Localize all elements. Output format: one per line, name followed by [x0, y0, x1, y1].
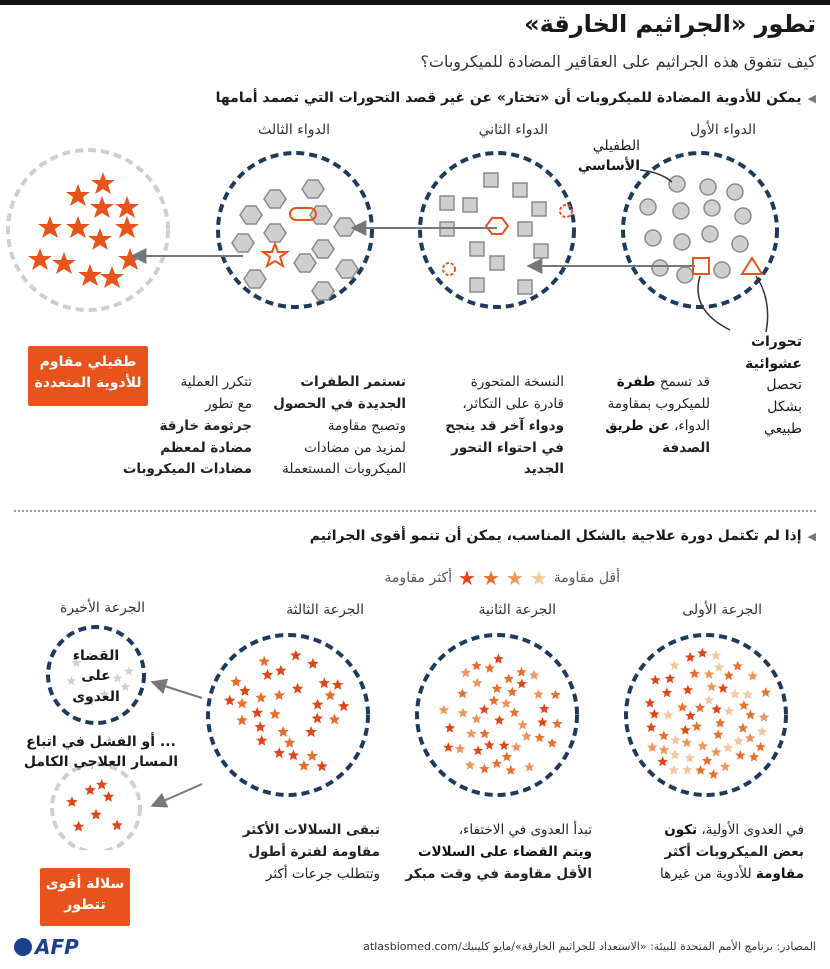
dose1-text: في العدوى الأولية، تكون بعض الميكروبات أكثر مقاومة للأدوية من غيرها — [660, 822, 804, 882]
star-mark — [724, 670, 734, 680]
last-dose-label: الجرعة الأخيرة — [60, 600, 146, 616]
star-mark — [307, 658, 318, 669]
star-mark — [706, 682, 717, 692]
star-mark — [509, 707, 519, 717]
star-mark — [682, 737, 692, 747]
mutant-triangle-shape — [742, 258, 762, 274]
step3-text: تستمر الطفرات الجديدة في الحصول وتصبح مقاومة لمزيد من مضادات الميكروبات المستعملة — [273, 374, 406, 478]
star-mark — [443, 742, 454, 752]
star-mark — [757, 726, 768, 736]
star-mark — [730, 689, 740, 699]
step4-text: تتكرر العملية مع تطور جرثومة خارقة مضادة لمعظم مضادات الميكروبات — [122, 374, 252, 478]
star-mark — [66, 796, 77, 807]
star-mark — [461, 667, 472, 677]
star-mark — [723, 742, 734, 752]
star-mark — [466, 728, 476, 738]
dose3-text: تبقى السلالات الأكثر مقاومة لفترة أطول وتتطلب جرعات أكثر — [242, 822, 380, 882]
treatment-failure-label: ... أو الفشل في اتباع المسار العلاجي الكامل — [23, 734, 179, 771]
star-mark — [708, 769, 719, 779]
star-mark — [312, 713, 323, 724]
star-mark — [255, 721, 266, 732]
star-mark — [713, 729, 723, 739]
star-mark — [489, 695, 499, 705]
star-mark — [473, 745, 484, 755]
star-mark — [507, 687, 518, 697]
random-mutations-note: تحورات عشوائية تحصل بشكل طبيعي — [745, 334, 802, 437]
star-mark — [711, 747, 722, 757]
star-mark — [697, 648, 708, 658]
star-mark — [472, 678, 483, 688]
top-rule — [0, 0, 830, 5]
star-mark — [646, 722, 656, 732]
strong-strain-stars — [66, 779, 123, 832]
star-mark — [499, 740, 510, 750]
original-parasite-label: الطفيلي الأساسي — [577, 138, 640, 174]
star-mark — [73, 821, 84, 832]
drug2-label: الدواء الثاني — [478, 122, 548, 138]
star-mark — [506, 765, 516, 775]
star-mark — [465, 760, 476, 770]
dose3-circle — [208, 635, 368, 795]
star-mark — [480, 728, 491, 738]
star-mark — [511, 742, 521, 752]
star-mark — [524, 762, 535, 772]
star-mark — [692, 721, 703, 731]
star-mark — [521, 731, 532, 741]
mutant-star-shape — [263, 244, 287, 266]
star-mark — [292, 683, 303, 694]
afp-dot-icon — [14, 938, 32, 956]
star-mark — [458, 708, 469, 718]
star-mark — [663, 710, 674, 720]
star-light-icon: ★ — [529, 566, 548, 590]
dose3-stars — [224, 650, 349, 772]
star-mark — [517, 720, 528, 730]
star-mark — [539, 704, 549, 714]
resistance-legend — [290, 566, 620, 590]
mutant-gear-shape — [443, 263, 455, 275]
dose1-stars — [645, 648, 771, 779]
star-mark — [738, 723, 748, 733]
star-mark — [712, 704, 723, 714]
star-mark — [278, 726, 289, 737]
star-mark — [732, 661, 743, 671]
star-mark — [284, 737, 295, 748]
star-mark — [659, 730, 669, 740]
star-mark — [262, 669, 273, 680]
star-dark-icon: ★ — [458, 566, 476, 590]
star-mark — [550, 690, 561, 700]
star-mark — [230, 676, 241, 687]
page-title: تطور «الجراثيم الخارقة» — [524, 10, 816, 38]
star-mark — [306, 750, 318, 761]
star-mark — [516, 667, 527, 677]
star-mark — [749, 752, 759, 762]
star-mark — [485, 663, 496, 673]
star-mark — [332, 679, 344, 690]
star-mark — [298, 760, 309, 771]
star-mark — [715, 718, 725, 728]
star-mark — [682, 765, 693, 775]
star-mark — [111, 819, 122, 830]
star-mark — [669, 660, 680, 670]
star-mark — [329, 714, 340, 725]
star-mark — [492, 758, 503, 768]
section2-heading: ◀إذا لم تكتمل دورة علاجية بالشكل المناسب، يمكن أن تنمو أقوى الجراثيم — [309, 528, 816, 544]
star-mark — [552, 719, 563, 729]
dose1-circle — [626, 635, 786, 795]
star-mark — [290, 650, 301, 661]
afp-logo: AFP — [14, 935, 79, 959]
star-mark — [659, 745, 670, 755]
star-mark — [236, 715, 247, 726]
star-mark — [685, 711, 695, 721]
star-mark — [439, 705, 450, 715]
eliminate-infection-label: القضاء على العدوى — [72, 648, 120, 705]
resistant-circle — [8, 150, 168, 310]
star-mark — [735, 750, 745, 760]
pointer-icon: ◀ — [807, 92, 816, 105]
star-mark — [255, 692, 266, 703]
star-mark — [504, 673, 515, 683]
star-mark — [680, 725, 691, 735]
star-mark — [720, 761, 730, 771]
dose2-stars — [439, 654, 563, 775]
star-mark — [689, 668, 700, 678]
star-mark — [739, 700, 750, 710]
star-mark — [697, 741, 708, 751]
star-mark — [275, 665, 286, 676]
star-mark — [695, 702, 705, 712]
star-mark — [288, 749, 299, 760]
star-mark — [96, 779, 107, 790]
stronger-strain-badge: سلالة أقوى تتطور — [40, 868, 130, 926]
star-mark — [479, 704, 490, 714]
star-mark — [338, 700, 349, 711]
star-mark — [494, 715, 505, 725]
star-mid-dark-icon: ★ — [481, 566, 500, 590]
star-mark — [312, 699, 323, 710]
star-mark — [325, 690, 337, 701]
dose1-label: الجرعة الأولى — [682, 602, 762, 618]
source-note: المصادر: برنامج الأمم المتحدة للبيئة: «الاستعداد للجراثيم الخارقة»/مايو كلينيك/atlasbiomed.com — [363, 940, 816, 953]
star-mark — [517, 679, 528, 689]
star-mark — [252, 707, 263, 718]
star-mark — [704, 669, 714, 679]
star-mark — [714, 662, 725, 672]
star-mark — [492, 683, 503, 693]
star-mark — [683, 685, 693, 695]
star-mark — [718, 683, 729, 693]
legend-least-label: أقل مقاومة — [553, 570, 620, 586]
star-mark — [733, 736, 743, 746]
star-mark — [479, 764, 489, 774]
star-mark — [274, 689, 285, 700]
star-mark — [501, 698, 512, 708]
star-mark — [684, 753, 695, 763]
mutant-hexagon-shape — [486, 218, 508, 234]
star-mark — [724, 706, 735, 716]
star-mark — [755, 742, 765, 752]
step1-text: قد تسمح طفرة للميكروب بمقاومة الدواء، عن طريق الصدفة — [605, 374, 710, 456]
star-mark — [533, 689, 544, 699]
star-mark — [319, 677, 330, 688]
drug1-circle — [623, 153, 777, 307]
star-mark — [695, 765, 705, 775]
star-mark — [665, 673, 676, 683]
star-mark — [677, 702, 687, 712]
star-mark — [711, 650, 721, 660]
star-mark — [534, 732, 545, 742]
surviving-hexagons — [232, 180, 358, 300]
dose2-text: تبدأ العدوى في الاختفاء، ويتم القضاء على السلالات الأقل مقاومة في وقت مبكر — [405, 822, 592, 882]
star-mark — [259, 656, 270, 667]
star-mark — [493, 654, 503, 664]
drug1-label: الدواء الأول — [690, 122, 756, 138]
star-mark — [745, 710, 756, 720]
star-mark — [702, 755, 713, 765]
page-subtitle: كيف تتفوق هذه الجراثيم على العقاقير المضادة للميكروبات؟ — [420, 52, 816, 71]
star-mid-icon: ★ — [505, 566, 524, 590]
star-mark — [484, 740, 494, 750]
multidrug-resistant-badge: طفيلي مقاوم للأدوية المتعددة — [28, 346, 148, 406]
star-mark — [103, 791, 114, 802]
star-mark — [645, 698, 655, 708]
star-mark — [649, 709, 660, 719]
step2-text: النسخة المتحورة قادرة على التكاثر، ودواء آخر قد ينجح في احتواء التحور الجديد — [445, 374, 564, 478]
star-mark — [662, 687, 673, 697]
mutant-square-shape — [693, 258, 709, 274]
dose3-label: الجرعة الثالثة — [286, 602, 364, 618]
dose2-label: الجرعة الثانية — [478, 602, 556, 618]
star-mark — [670, 735, 681, 745]
star-mark — [224, 695, 235, 706]
mutant-gear-shape — [560, 205, 572, 217]
star-mark — [445, 723, 455, 733]
star-mark — [650, 675, 661, 685]
star-mark — [759, 712, 770, 722]
star-mark — [502, 751, 512, 761]
star-mark — [316, 760, 327, 771]
star-mark — [239, 685, 250, 696]
star-mark — [269, 708, 280, 719]
star-mark — [743, 689, 754, 699]
star-mark — [547, 738, 557, 748]
star-mark — [647, 742, 658, 752]
star-mark — [256, 735, 267, 746]
drug3-label: الدواء الثالث — [258, 122, 330, 138]
star-mark — [537, 717, 548, 727]
star-mark — [457, 688, 468, 698]
star-mark — [471, 660, 481, 670]
star-mark — [670, 750, 680, 760]
star-mark — [471, 714, 482, 724]
star-mark — [455, 744, 466, 754]
star-mark — [90, 809, 101, 820]
section1-heading: ◀يمكن للأدوية المضادة للميكروبات أن «تختار» عن غير قصد التحورات التي تصمد أمامها — [215, 90, 816, 106]
star-mark — [305, 726, 316, 737]
star-mark — [529, 670, 540, 680]
star-mark — [85, 784, 96, 795]
star-mark — [704, 695, 714, 705]
section-separator — [14, 510, 816, 512]
star-mark — [685, 652, 696, 662]
resistant-stars — [28, 172, 142, 288]
legend-most-label: أكثر مقاومة — [384, 570, 452, 586]
star-mark — [669, 765, 680, 775]
pointer-icon: ◀ — [807, 530, 816, 543]
star-mark — [236, 698, 247, 709]
evolution-diagram — [0, 110, 830, 350]
star-mark — [748, 671, 759, 681]
star-mark — [745, 733, 756, 743]
strong-strain-circle — [52, 764, 140, 850]
star-mark — [761, 687, 771, 697]
star-mark — [657, 756, 668, 766]
star-mark — [274, 747, 285, 758]
